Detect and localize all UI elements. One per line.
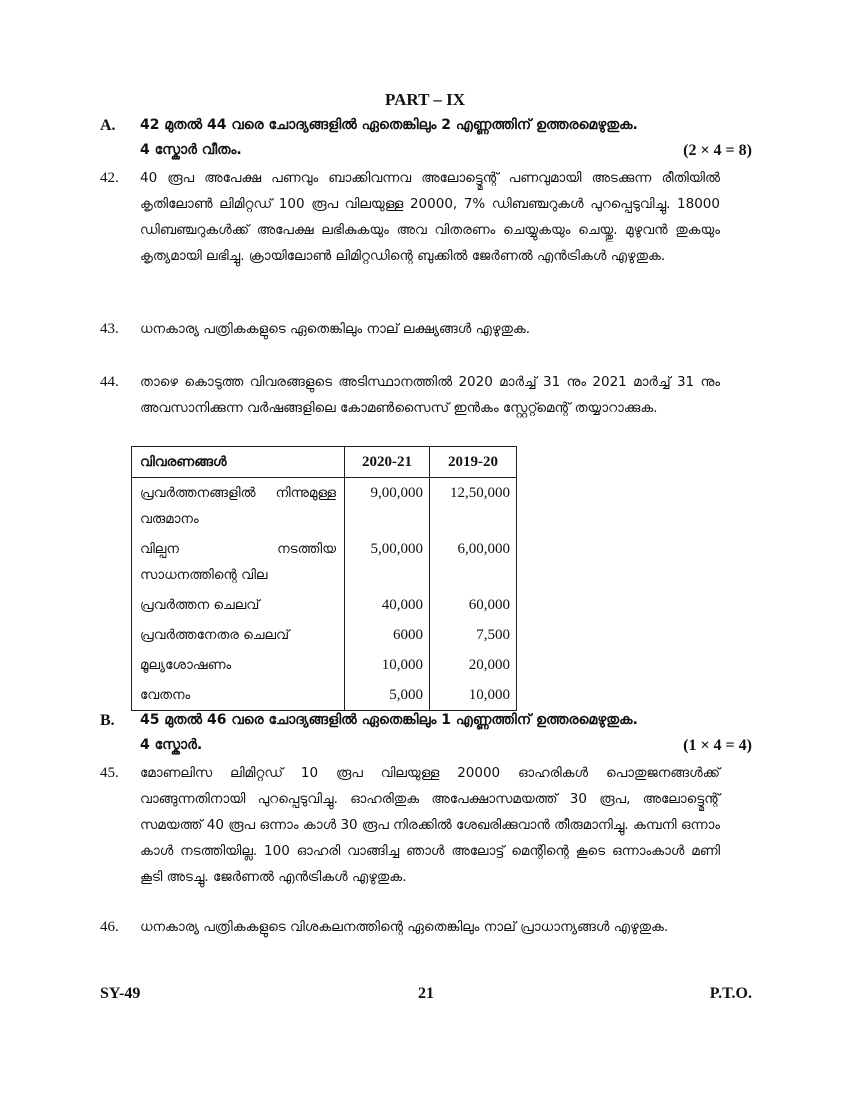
page-footer [100, 985, 752, 1007]
section-b-marks: (1 × 4 = 4) [683, 737, 752, 754]
row-value-2019-20: 6,00,000 [430, 534, 517, 590]
row-value-2020-21: 5,00,000 [345, 534, 430, 590]
question-45 [100, 760, 720, 890]
question-number: 44. [100, 374, 119, 390]
table-row [132, 650, 517, 680]
row-label: വില്പന നടത്തിയ സാധനത്തിന്റെ വില [132, 534, 345, 590]
section-b-score-note: 4 സ്കോർ. [140, 737, 203, 753]
page-number: 21 [418, 985, 434, 1002]
section-a-score-note: 4 സ്കോർ വീതം. [140, 142, 242, 158]
question-text: മോണലിസ ലിമിറ്റഡ് 10 രൂപ വിലയുള്ള 20000 ഓഹരികൾ പൊതുജനങ്ങൾക്ക് വാങ്ങുന്നതിനായി പുറപ്പെടുവിച്ചു. ഓഹരിതുക അപേക്ഷാസമയത്ത് 30 രൂപ, അലോട്ട്മെന്റ് സമയത്ത് 40 രൂപ ഒന്നാം കാൾ 30 രൂപ നിരക്കിൽ ശേഖരിക്കുവാൻ തീരുമാനിച്ചു. കമ്പനി ഒന്നാം കാൾ നടത്തിയില്ല. 100 ഓഹരി വാങ്ങിച്ച ഞാൾ അലോട്ട് മെന്റിന്റെ കൂടെ ഒന്നാംകാൾ മണി കൂടി അടച്ചു. ജേർണൽ എൻട്രികൾ എഴുതുക. [140, 765, 720, 885]
row-value-2020-21: 6000 [345, 620, 430, 650]
row-value-2019-20: 12,50,000 [430, 478, 517, 535]
row-label: പ്രവർത്തനേതര ചെലവ് [132, 620, 345, 650]
row-label: പ്രവർത്തന ചെലവ് [132, 590, 345, 620]
column-header-particulars: വിവരണങ്ങൾ [132, 447, 345, 478]
table-row [132, 534, 517, 590]
row-value-2020-21: 9,00,000 [345, 478, 430, 535]
paper-code: SY-49 [100, 985, 141, 1002]
question-text: 40 രൂപ അപേക്ഷ പണവും ബാക്കിവന്നവ അലോട്ട്മെന്റ് പണവുമായി അടക്കുന്ന രീതിയിൽ കൃതിലോൺ ലിമിറ്റഡ് 100 രൂപ വിലയുള്ള 20000, 7% ഡിബഞ്ചറുകൾ പുറപ്പെടുവിച്ചു. 18000 ഡിബഞ്ചറുകൾക്ക് അപേക്ഷ ലഭികുകയും അവ വിതരണം ചെയ്യുകയും ചെയ്തു. മുഴുവൻ തുകയും കൃത്യമായി ലഭിച്ചു. ക്രായിലോൺ ലിമിറ്റഡിന്റെ ബുക്കിൽ ജേർണൽ എൻട്രികൾ എഴുതുക. [140, 170, 720, 264]
table-row [132, 680, 517, 711]
question-44 [100, 369, 720, 421]
question-46 [100, 914, 720, 940]
question-text: താഴെ കൊടുത്ത വിവരങ്ങളുടെ അടിസ്ഥാനത്തിൽ 2020 മാർച്ച് 31 നും 2021 മാർച്ച് 31 നും അവസാനിക്കുന്ന വർഷങ്ങളിലെ കോമൺസൈസ് ഇൻകം സ്റ്റേറ്റ്മെന്റ് തയ്യാറാക്കുക. [140, 374, 720, 416]
section-b-header [100, 708, 752, 758]
income-data-table [131, 446, 517, 711]
section-a-label: A. [100, 117, 116, 134]
table-row [132, 620, 517, 650]
row-label: വേതനം [132, 680, 345, 711]
question-number: 43. [100, 321, 119, 337]
please-turn-over: P.T.O. [709, 985, 752, 1002]
question-42 [100, 165, 720, 269]
column-header-2019-20: 2019-20 [430, 447, 517, 478]
question-number: 42. [100, 170, 119, 186]
question-text: ധനകാര്യ പത്രികകളുടെ വിശകലനത്തിന്റെ ഏതെങ്കിലും നാല് പ്രാധാന്യങ്ങൾ എഴുതുക. [140, 919, 669, 935]
section-b-label: B. [100, 712, 115, 729]
row-value-2019-20: 60,000 [430, 590, 517, 620]
row-value-2020-21: 40,000 [345, 590, 430, 620]
question-number: 45. [100, 765, 119, 781]
table-row [132, 590, 517, 620]
question-text: ധനകാര്യ പത്രികകളുടെ ഏതെങ്കിലും നാല് ലക്ഷ്യങ്ങൾ എഴുതുക. [140, 321, 531, 337]
section-b-instruction: 45 മുതൽ 46 വരെ ചോദ്യങ്ങളിൽ ഏതെങ്കിലും 1 എണ്ണത്തിന് ഉത്തരമെഴുതുക. [140, 712, 638, 728]
row-value-2019-20: 10,000 [430, 680, 517, 711]
table-header-row [132, 447, 517, 478]
question-number: 46. [100, 919, 119, 935]
row-value-2020-21: 5,000 [345, 680, 430, 711]
table-row [132, 478, 517, 535]
row-value-2019-20: 7,500 [430, 620, 517, 650]
row-label: മൂല്യശോഷണം [132, 650, 345, 680]
question-43 [100, 316, 720, 342]
row-label: പ്രവർത്തനങ്ങളിൽ നിന്നുമുള്ള വരുമാനം [132, 478, 345, 535]
part-title: PART – IX [384, 90, 465, 109]
section-a-header [100, 113, 752, 163]
row-value-2020-21: 10,000 [345, 650, 430, 680]
section-a-instruction: 42 മുതൽ 44 വരെ ചോദ്യങ്ങളിൽ ഏതെങ്കിലും 2 എണ്ണത്തിന് ഉത്തരമെഴുതുക. [140, 117, 638, 133]
column-header-2020-21: 2020-21 [345, 447, 430, 478]
section-a-marks: (2 × 4 = 8) [683, 142, 752, 159]
row-value-2019-20: 20,000 [430, 650, 517, 680]
